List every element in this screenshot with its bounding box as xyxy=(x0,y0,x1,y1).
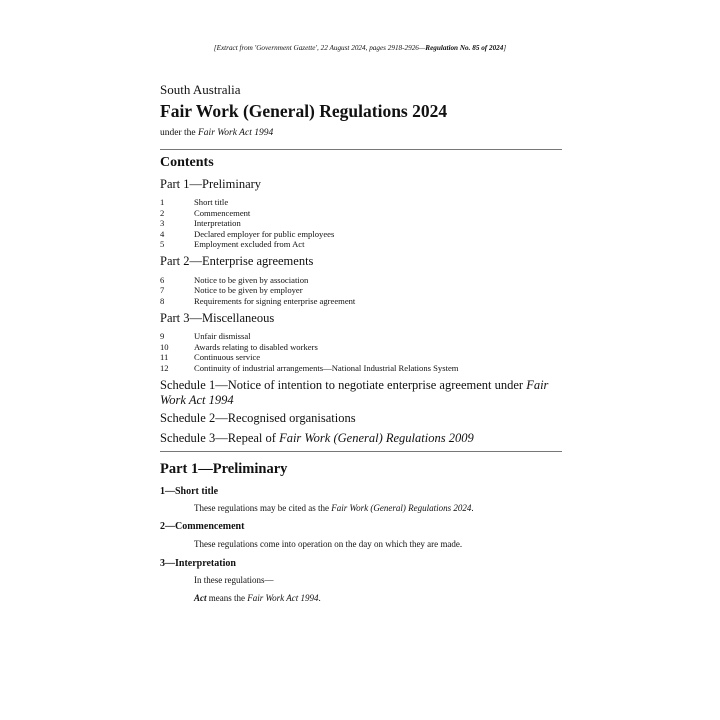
section-1-text xyxy=(194,503,474,513)
definition-act xyxy=(194,593,321,603)
header-regulation: Regulation No. 85 of 2024 xyxy=(425,44,504,52)
toc-item-number: 1 xyxy=(160,197,165,207)
toc-part-heading: Part 2—Enterprise agreements xyxy=(160,254,314,268)
toc-part-heading: Part 1—Preliminary xyxy=(160,177,262,191)
toc-item-text: Commencement xyxy=(194,208,251,218)
toc-item-text: Continuous service xyxy=(194,352,261,362)
toc-item-text: Declared employer for public employees xyxy=(194,229,335,239)
s1-regs-name: Fair Work (General) Regulations 2024 xyxy=(331,503,472,513)
section-2-heading: 2—Commencement xyxy=(160,521,245,532)
toc-schedule-1-continued xyxy=(160,393,234,408)
definition-act-name: Fair Work Act 1994 xyxy=(247,593,319,603)
toc-schedule-3 xyxy=(160,431,474,446)
toc-item-text: Notice to be given by employer xyxy=(194,285,303,295)
toc-part-heading: Part 3—Miscellaneous xyxy=(160,311,275,325)
schedule-1-act-a: Fair xyxy=(526,378,549,392)
section-3-heading: 3—Interpretation xyxy=(160,558,236,569)
document-title: Fair Work (General) Regulations 2024 xyxy=(160,101,448,121)
contents-heading: Contents xyxy=(160,155,214,170)
divider xyxy=(160,149,562,150)
under-act: Fair Work Act 1994 xyxy=(198,128,274,138)
schedule-1-act-b: Work Act 1994 xyxy=(160,393,234,407)
toc-schedule-1 xyxy=(160,378,548,393)
schedule-1-text: Schedule 1—Notice of intention to negotiate enterprise agreement under xyxy=(160,378,527,392)
under-prefix: under the xyxy=(160,128,198,138)
toc-item-number: 11 xyxy=(160,352,169,362)
toc-item-text: Notice to be given by association xyxy=(194,275,309,285)
toc-schedule-2: Schedule 2—Recognised organisations xyxy=(160,411,356,425)
toc-item-number: 4 xyxy=(160,229,165,239)
schedule-3-text: Schedule 3—Repeal of xyxy=(160,431,280,445)
toc-item-text: Requirements for signing enterprise agreement xyxy=(194,296,356,306)
header-suffix: ] xyxy=(503,44,507,52)
part-1-heading: Part 1—Preliminary xyxy=(160,461,288,477)
toc-item-text: Awards relating to disabled workers xyxy=(194,342,318,352)
header-prefix: [Extract from xyxy=(213,44,255,52)
section-3-intro: In these regulations— xyxy=(194,575,274,585)
toc-item-number: 12 xyxy=(160,363,169,373)
toc-item-number: 6 xyxy=(160,275,165,285)
section-2-text: These regulations come into operation on the day on which they are made. xyxy=(194,539,463,549)
toc-item-number: 5 xyxy=(160,239,165,249)
definition-suffix: . xyxy=(318,593,321,603)
toc-item-text: Unfair dismissal xyxy=(194,331,251,341)
toc-item-number: 10 xyxy=(160,342,169,352)
defined-term: Act xyxy=(194,593,207,603)
definition-mid: means the xyxy=(206,593,248,603)
toc-item-number: 2 xyxy=(160,208,165,218)
s1-prefix: These regulations may be cited as the xyxy=(194,503,332,513)
toc-item-text: Employment excluded from Act xyxy=(194,239,305,249)
gazette-extract-header xyxy=(0,44,720,52)
jurisdiction: South Australia xyxy=(160,82,241,97)
toc-item-number: 9 xyxy=(160,331,165,341)
header-middle: , 22 August 2024, pages 2918-2926— xyxy=(317,44,426,52)
schedule-3-repealed-regs: Fair Work (General) Regulations 2009 xyxy=(279,431,474,445)
section-1-heading: 1—Short title xyxy=(160,486,219,497)
toc-item-text: Continuity of industrial arrangements—National Industrial Relations System xyxy=(194,363,459,373)
toc-item-text: Interpretation xyxy=(194,218,241,228)
header-gazette-name: 'Government Gazette' xyxy=(254,44,318,52)
divider xyxy=(160,451,562,452)
enabling-act-line xyxy=(160,128,273,138)
s1-suffix: . xyxy=(471,503,474,513)
toc-item-number: 3 xyxy=(160,218,165,228)
toc-item-number: 8 xyxy=(160,296,165,306)
toc-item-number: 7 xyxy=(160,285,165,295)
toc-item-text: Short title xyxy=(194,197,229,207)
